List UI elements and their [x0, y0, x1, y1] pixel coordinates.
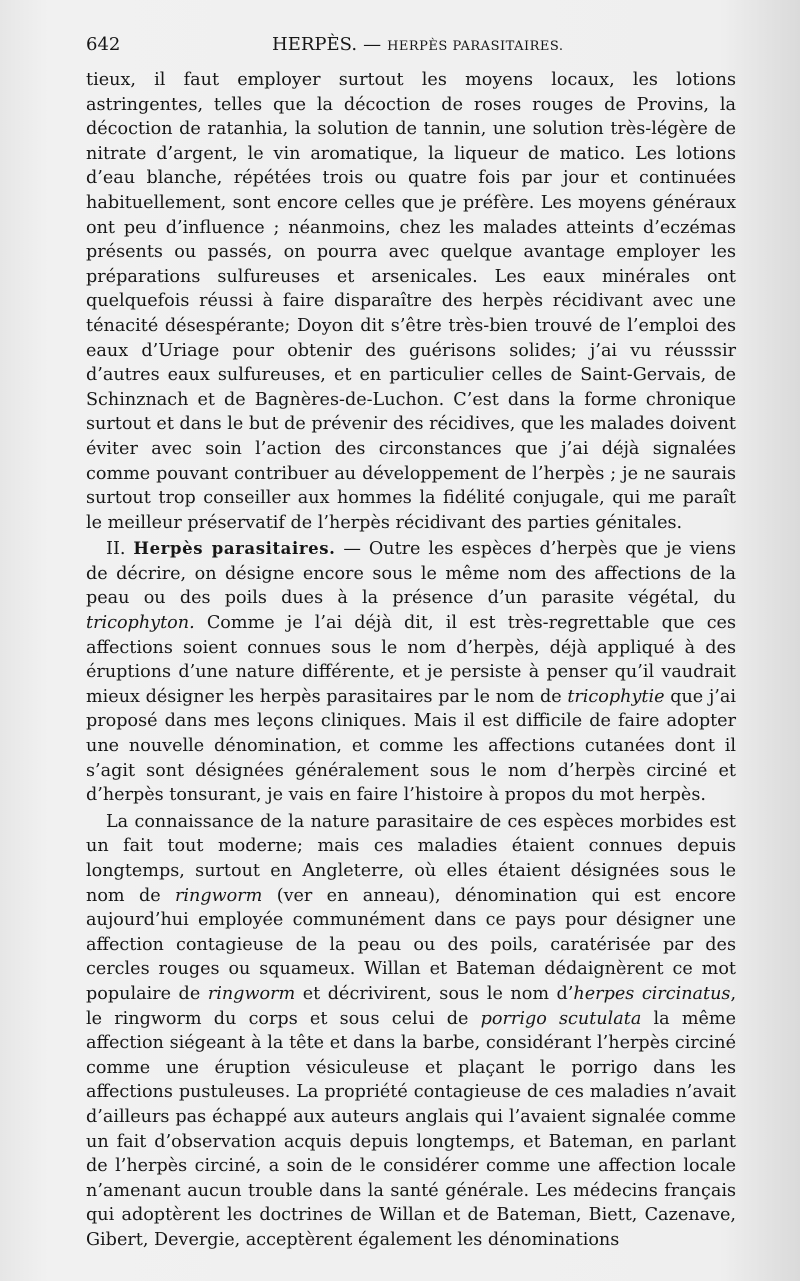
text-run: la même affection siégeant à la tête et dans la barbe, considérant l’herpès circiné comme une éruption vésiculeuse et plaçant le porrigo dans les affections pustuleuses. La propriété contagieuse de ces maladies n’avait d’ailleurs pas échappé aux auteurs anglais qui l’avaient signalée comme un fait d’observation acquis depuis longtemps, et Bateman, en parlant de l’herpès circiné, a soin de le considérer comme une affection locale n’amenant aucun trouble dans la santé générale. Les médecins français qui adoptèrent les doctrines de Willan et de Bateman, Biett, Cazenave, Gibert, Devergie, acceptèrent également les dénominations	[86, 1008, 737, 1250]
text-run: que j’ai proposé dans mes leçons cliniques. Mais il est difficile de faire adopter une nouvelle dénomination, et comme les affections cutanées dont il s’agit sont désignées généralement sous le nom d’herpès circiné et d’herpès tonsurant, je vais en faire l’histoire à propos du mot herpès.	[86, 686, 737, 806]
italic-term: tricophyton.	[86, 613, 195, 634]
italic-term: ringworm	[207, 983, 296, 1004]
page-number: 642	[86, 34, 121, 55]
italic-term: porrigo scutulata	[480, 1008, 642, 1029]
running-header	[86, 34, 738, 62]
running-title	[272, 34, 563, 55]
header-title: HERPÈS.	[272, 34, 358, 55]
section-heading: Herpès parasitaires.	[133, 539, 336, 559]
italic-term: ringworm	[174, 885, 263, 906]
italic-term: herpes circinatus	[573, 983, 731, 1004]
paragraph-continuation: tieux, il faut employer surtout les moyens locaux, les lotions astringentes, telles que la décoction de roses rouges de Provins, la décoction de ratanhia, la solution de tannin, une solution très-légère de nitrate d’argent, le vin aromatique, la liqueur de matico. Les lotions d’eau blanche, répétées trois ou quatre fois par jour et continuées habituellement, sont encore celles que je préfère. Les moyens généraux ont peu d’influence ; néanmoins, chez les malades atteints d’eczémas présents ou passés, on pourra avec quelque avantage employer les préparations sulfureuses et arsenicales. Les eaux minérales ont quelquefois réussi à faire disparaître des herpès récidivant avec une ténacité désespérante; Doyon dit s’être très-bien trouvé de l’emploi des eaux d’Uriage pour obtenir des guérisons solides; j’ai vu réusssir d’autres eaux sulfureuses, et en particulier celles de Saint-Gervais, de Schinznach et de Bagnères-de-Luchon. C’est dans la forme chronique surtout et dans le but de prévenir des récidives, que les malades doivent éviter avec soin l’action des circonstances que j’ai déjà signalées comme pouvant contribuer au développement de l’herpès ; je ne saurais surtout trop conseiller aux hommes la fidélité conjugale, qui me paraît le meilleur préservatif de l’herpès récidivant des parties génitales.	[86, 70, 736, 533]
paragraph-history	[86, 810, 736, 1253]
text-run: et décrivirent, sous le nom d’	[302, 983, 574, 1004]
header-separator: —	[363, 34, 382, 55]
text-run: (ver en anneau), dénomination qui est encore aujourd’hui employée communément dans ce pays pour désigner une affection contagieuse de la peau ou des poils, caratérisée par des cercles rouges ou squameux. Willan et Bateman dédaignèrent ce mot populaire de	[86, 885, 737, 1004]
paragraph-section-ii	[86, 537, 736, 808]
text-run: Comme je l’ai déjà dit, il est très-regrettable que ces affections soient connues sous le nom d’herpès, déjà appliqué à des éruptions d’une nature différente, et je persiste à penser qu’il vaudrait mieux désigner les herpès parasitaires par le nom de	[86, 613, 737, 707]
header-subtitle: HERPÈS PARASITAIRES.	[387, 39, 564, 54]
page-body	[86, 68, 736, 1253]
section-dash: —	[343, 539, 361, 560]
text-run: La connaissance de la nature parasitaire de ces espèces morbides est un fait tout moderne; mais ces maladies étaient connues depuis longtemps, surtout en Angleterre, où elles étaient désignées sous le nom de	[86, 811, 736, 906]
section-number: II.	[106, 539, 126, 560]
text-run: , le ringworm du corps et sous celui de	[86, 983, 737, 1029]
text-run: Outre les espèces d’herpès que je viens de décrire, on désigne encore sous le même nom des affections de la peau ou des poils dues à la présence d’un parasite végétal, du	[86, 539, 737, 609]
italic-term: tricophytie	[567, 686, 665, 707]
